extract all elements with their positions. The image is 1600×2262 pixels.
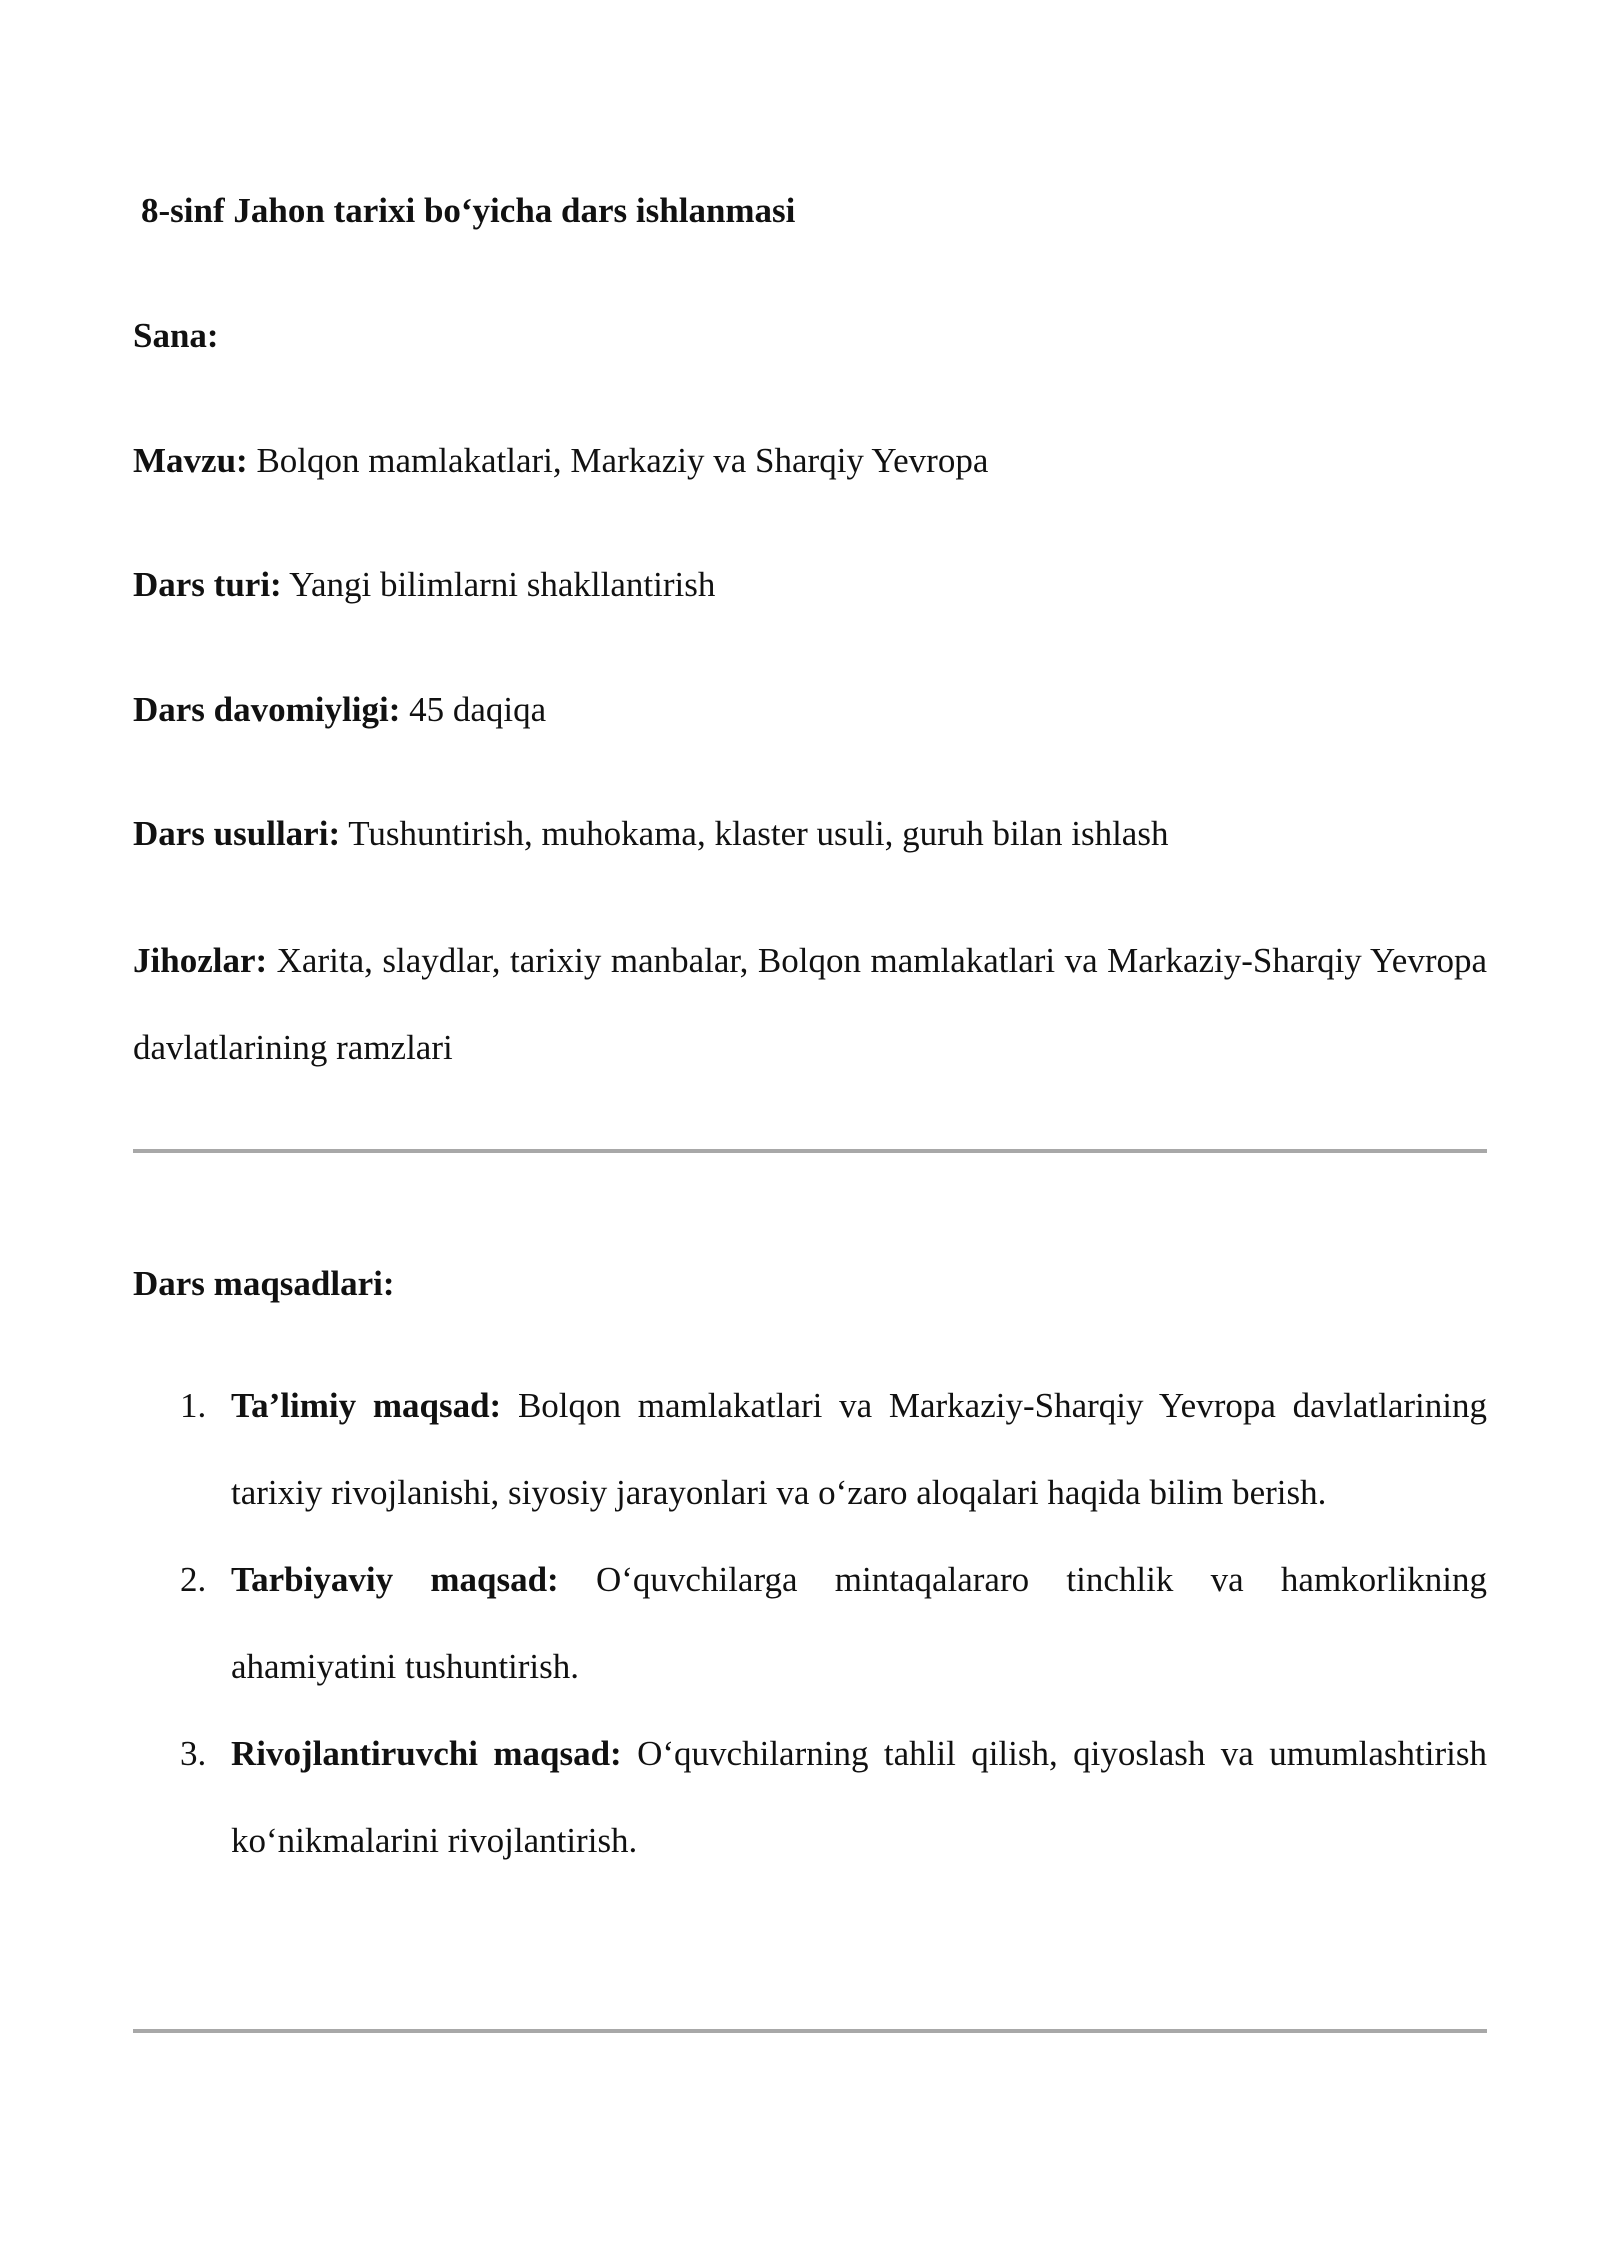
field-value-dars-usullari: Tushuntirish, muhokama, klaster usuli, guruh bilan ishlash [348, 814, 1169, 853]
goal-text: O‘quvchilarning tahlil qilish, qiyoslash va umumlashtirish ko‘nikmalarini rivojlantirish. [231, 1734, 1487, 1860]
goal-item [133, 1710, 1487, 1884]
field-value-jihozlar: Xarita, slaydlar, tarixiy manbalar, Bolqon mamlakatlari va Markaziy-Sharqiy Yevropa davlatlarining ramzlari [133, 941, 1488, 1067]
field-label-mavzu: Mavzu: [133, 441, 248, 480]
field-dars-usullari [133, 812, 1487, 856]
goal-text: O‘quvchilarga mintaqalararo tinchlik va hamkorlikning ahamiyatini tushuntirish. [231, 1560, 1487, 1686]
field-value-mavzu: Bolqon mamlakatlari, Markaziy va Sharqiy Yevropa [256, 441, 989, 480]
horizontal-divider [133, 1149, 1487, 1153]
field-sana [133, 314, 1487, 358]
goal-label: Tarbiyaviy maqsad: [231, 1560, 559, 1599]
field-value-dars-turi: Yangi bilimlarni shakllantirish [289, 565, 716, 604]
goal-item [133, 1362, 1487, 1536]
field-label-dars-usullari: Dars usullari: [133, 814, 341, 853]
field-jihozlar [133, 917, 1487, 1091]
goal-item [133, 1536, 1487, 1710]
page-title: 8-sinf Jahon tarixi bo‘yicha dars ishlanmasi [141, 191, 796, 230]
goal-number: 2. [180, 1560, 207, 1599]
goal-number: 3. [180, 1734, 207, 1773]
field-dars-turi [133, 563, 1487, 607]
field-label-dars-davomiyligi: Dars davomiyligi: [133, 690, 401, 729]
field-label-sana: Sana: [133, 316, 219, 355]
goal-text: Bolqon mamlakatlari va Markaziy-Sharqiy Yevropa davlatlarining tarixiy rivojlanishi, siyosiy jarayonlari va o‘zaro aloqalari haqida bilim berish. [231, 1386, 1488, 1512]
goal-label: Ta’limiy maqsad: [231, 1386, 502, 1425]
goals-heading: Dars maqsadlari: [133, 1264, 395, 1303]
field-value-dars-davomiyligi: 45 daqiqa [409, 690, 547, 729]
field-mavzu [133, 439, 1487, 483]
goal-number: 1. [180, 1386, 207, 1425]
field-label-jihozlar: Jihozlar: [133, 941, 268, 980]
field-dars-davomiyligi [133, 688, 1487, 732]
horizontal-divider [133, 2029, 1487, 2033]
goals-list [133, 1362, 1487, 1884]
goal-label: Rivojlantiruvchi maqsad: [231, 1734, 622, 1773]
field-label-dars-turi: Dars turi: [133, 565, 282, 604]
